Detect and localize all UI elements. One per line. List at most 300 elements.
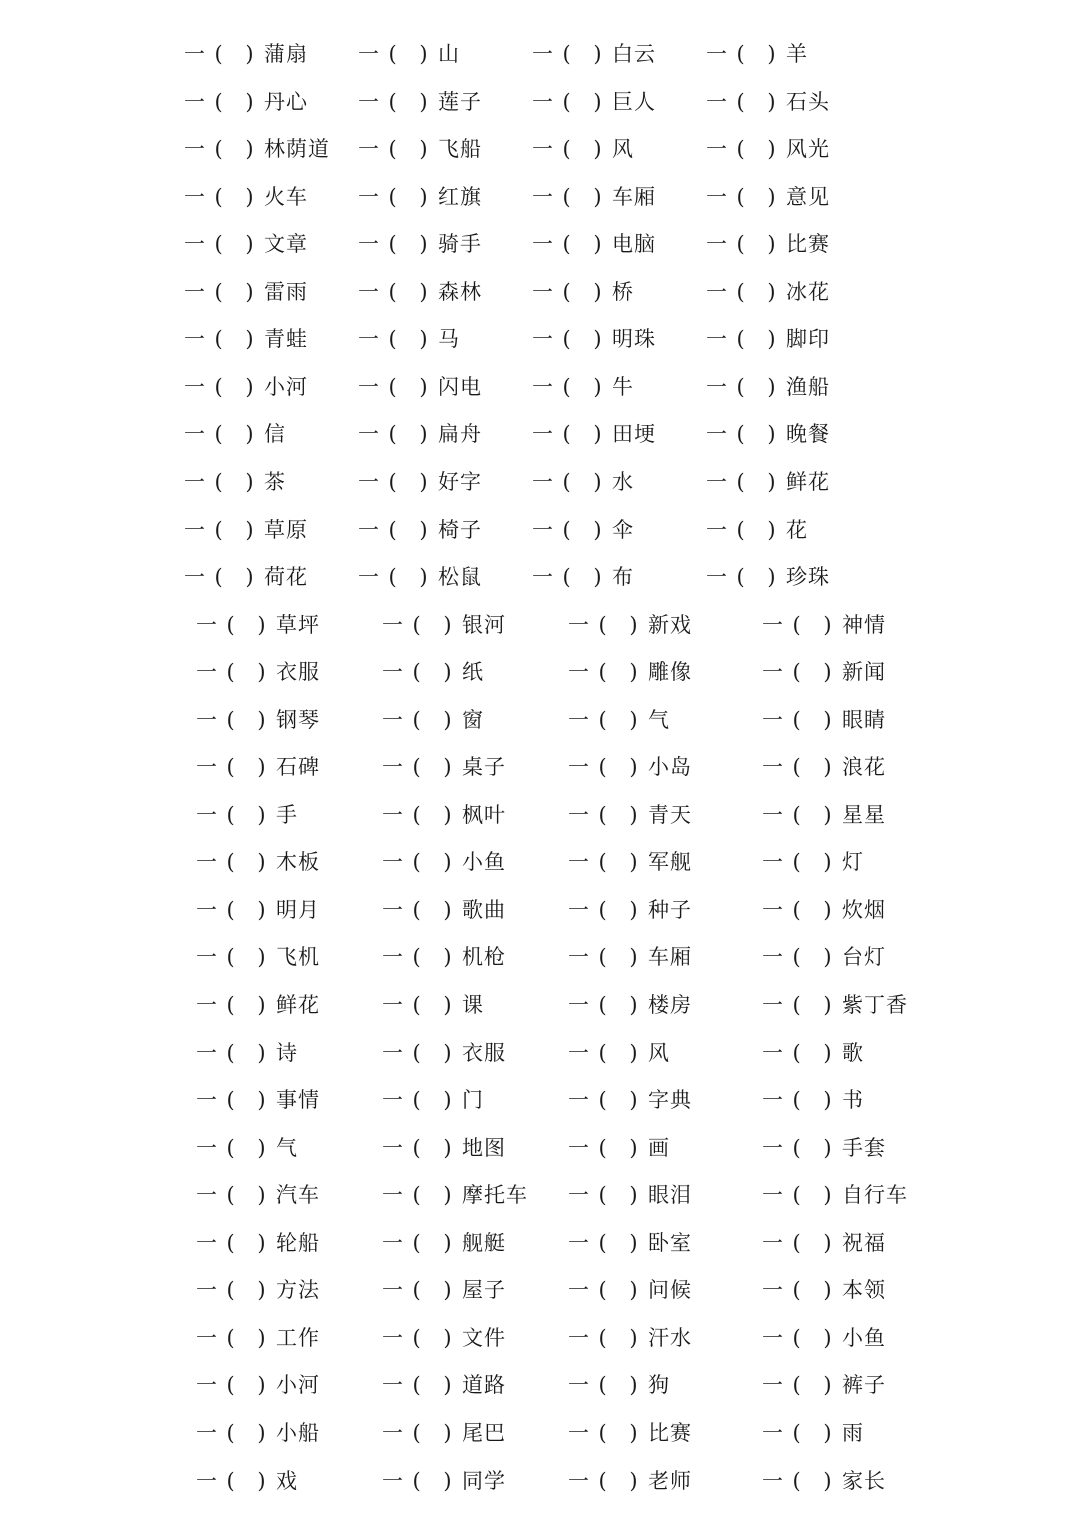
- answer-blank[interactable]: ( ): [214, 232, 262, 257]
- answer-blank[interactable]: ( ): [388, 565, 436, 590]
- noun-word: 石头: [786, 89, 830, 114]
- numeral-one: 一: [196, 1373, 218, 1398]
- answer-blank[interactable]: ( ): [736, 279, 784, 304]
- answer-blank[interactable]: ( ): [736, 565, 784, 590]
- measure-word-item: [196, 1128, 298, 1168]
- measure-word-item: [706, 462, 830, 502]
- answer-blank[interactable]: ( ): [412, 755, 460, 780]
- noun-word: 手套: [842, 1135, 886, 1160]
- measure-word-item: [382, 1080, 484, 1120]
- answer-blank[interactable]: ( ): [226, 755, 274, 780]
- measure-word-item: [762, 1365, 886, 1405]
- answer-blank[interactable]: ( ): [388, 42, 436, 66]
- answer-blank[interactable]: ( ): [226, 1135, 274, 1160]
- answer-blank[interactable]: ( ): [792, 1373, 840, 1398]
- answer-blank[interactable]: ( ): [792, 1040, 840, 1065]
- noun-word: 风: [648, 1040, 670, 1065]
- numeral-one: 一: [706, 232, 728, 257]
- noun-word: 歌: [842, 1040, 864, 1065]
- answer-blank[interactable]: ( ): [412, 850, 460, 875]
- noun-word: 本领: [842, 1278, 886, 1303]
- answer-blank[interactable]: ( ): [792, 1420, 840, 1445]
- numeral-one: 一: [358, 565, 380, 590]
- answer-blank[interactable]: ( ): [598, 945, 646, 970]
- answer-blank[interactable]: ( ): [214, 469, 262, 494]
- answer-blank[interactable]: ( ): [792, 850, 840, 875]
- answer-blank[interactable]: ( ): [792, 1088, 840, 1113]
- noun-word: 布: [612, 565, 634, 590]
- noun-word: 衣服: [276, 660, 320, 685]
- noun-word: 同学: [462, 1468, 506, 1493]
- answer-blank[interactable]: ( ): [388, 327, 436, 352]
- answer-blank[interactable]: ( ): [412, 1183, 460, 1208]
- exercise-row: [0, 937, 1080, 977]
- answer-blank[interactable]: ( ): [412, 802, 460, 827]
- answer-blank[interactable]: ( ): [412, 707, 460, 732]
- noun-word: 眼泪: [648, 1183, 692, 1208]
- measure-word-item: [184, 82, 308, 122]
- answer-blank[interactable]: ( ): [226, 1040, 274, 1065]
- noun-word: 字典: [648, 1088, 692, 1113]
- answer-blank[interactable]: ( ): [562, 184, 610, 209]
- measure-word-item: [762, 937, 886, 977]
- answer-blank[interactable]: ( ): [214, 565, 262, 590]
- noun-word: 雨: [842, 1420, 864, 1445]
- answer-blank[interactable]: ( ): [792, 993, 840, 1017]
- numeral-one: 一: [184, 327, 206, 352]
- answer-blank[interactable]: ( ): [388, 279, 436, 304]
- answer-blank[interactable]: ( ): [388, 469, 436, 494]
- numeral-one: 一: [382, 993, 404, 1017]
- answer-blank[interactable]: ( ): [598, 1468, 646, 1493]
- measure-word-item: [358, 367, 482, 407]
- answer-blank[interactable]: ( ): [412, 1468, 460, 1493]
- noun-word: 地图: [462, 1135, 506, 1160]
- numeral-one: 一: [762, 1040, 784, 1065]
- answer-blank[interactable]: ( ): [226, 1278, 274, 1303]
- answer-blank[interactable]: ( ): [792, 755, 840, 780]
- answer-blank[interactable]: ( ): [412, 1420, 460, 1445]
- answer-blank[interactable]: ( ): [736, 374, 784, 399]
- numeral-one: 一: [762, 707, 784, 732]
- measure-word-item: [568, 842, 692, 882]
- answer-blank[interactable]: ( ): [736, 232, 784, 257]
- exercise-row: [0, 1080, 1080, 1120]
- noun-word: 桌子: [462, 755, 506, 780]
- answer-blank[interactable]: ( ): [214, 184, 262, 209]
- measure-word-item: [568, 795, 692, 835]
- numeral-one: 一: [382, 660, 404, 685]
- numeral-one: 一: [706, 327, 728, 352]
- answer-blank[interactable]: ( ): [792, 945, 840, 970]
- answer-blank[interactable]: ( ): [226, 612, 274, 637]
- answer-blank[interactable]: ( ): [412, 897, 460, 922]
- noun-word: 汗水: [648, 1325, 692, 1350]
- numeral-one: 一: [706, 279, 728, 304]
- numeral-one: 一: [196, 1135, 218, 1160]
- noun-word: 渔船: [786, 374, 830, 399]
- measure-word-item: [184, 367, 308, 407]
- measure-word-item: [568, 652, 692, 692]
- numeral-one: 一: [382, 802, 404, 827]
- answer-blank[interactable]: ( ): [226, 660, 274, 685]
- answer-blank[interactable]: ( ): [562, 469, 610, 494]
- noun-word: 银河: [462, 612, 506, 637]
- answer-blank[interactable]: ( ): [412, 1278, 460, 1303]
- measure-word-item: [196, 795, 298, 835]
- answer-blank[interactable]: ( ): [388, 232, 436, 257]
- measure-word-item: [706, 510, 808, 550]
- answer-blank[interactable]: ( ): [214, 89, 262, 114]
- numeral-one: 一: [568, 993, 590, 1017]
- noun-word: 雷雨: [264, 279, 308, 304]
- numeral-one: 一: [762, 897, 784, 922]
- measure-word-item: [184, 414, 286, 454]
- measure-word-item: [706, 224, 830, 264]
- answer-blank[interactable]: ( ): [562, 42, 610, 66]
- noun-word: 桥: [612, 279, 634, 304]
- answer-blank[interactable]: ( ): [598, 1230, 646, 1255]
- answer-blank[interactable]: ( ): [214, 374, 262, 399]
- answer-blank[interactable]: ( ): [598, 612, 646, 637]
- measure-word-item: [532, 272, 634, 312]
- noun-word: 书: [842, 1088, 864, 1113]
- numeral-one: 一: [532, 327, 554, 352]
- answer-blank[interactable]: ( ): [214, 517, 262, 542]
- measure-word-item: [196, 937, 320, 977]
- answer-blank[interactable]: ( ): [792, 897, 840, 922]
- exercise-row: [0, 1223, 1080, 1263]
- noun-word: 车厢: [648, 945, 692, 970]
- answer-blank[interactable]: ( ): [736, 137, 784, 162]
- answer-blank[interactable]: ( ): [562, 279, 610, 304]
- measure-word-item: [184, 177, 308, 217]
- answer-blank[interactable]: ( ): [226, 1325, 274, 1350]
- numeral-one: 一: [184, 137, 206, 162]
- noun-word: 灯: [842, 850, 864, 875]
- answer-blank[interactable]: ( ): [226, 707, 274, 732]
- numeral-one: 一: [184, 89, 206, 114]
- noun-word: 台灯: [842, 945, 886, 970]
- measure-word-item: [568, 700, 670, 740]
- answer-blank[interactable]: ( ): [598, 660, 646, 685]
- answer-blank[interactable]: ( ): [226, 1420, 274, 1445]
- noun-word: 军舰: [648, 850, 692, 875]
- measure-word-item: [196, 605, 320, 645]
- numeral-one: 一: [382, 612, 404, 637]
- answer-blank[interactable]: ( ): [598, 850, 646, 875]
- answer-blank[interactable]: ( ): [598, 707, 646, 732]
- noun-word: 门: [462, 1088, 484, 1113]
- answer-blank[interactable]: ( ): [388, 89, 436, 114]
- measure-word-item: [358, 462, 482, 502]
- numeral-one: 一: [762, 1230, 784, 1255]
- answer-blank[interactable]: ( ): [792, 612, 840, 637]
- exercise-row: [0, 1033, 1080, 1073]
- numeral-one: 一: [568, 1040, 590, 1065]
- numeral-one: 一: [762, 945, 784, 970]
- measure-word-item: [358, 510, 482, 550]
- answer-blank[interactable]: ( ): [562, 565, 610, 590]
- noun-word: 诗: [276, 1040, 298, 1065]
- exercise-row: [0, 842, 1080, 882]
- numeral-one: 一: [358, 469, 380, 494]
- noun-word: 火车: [264, 184, 308, 209]
- exercise-row: [0, 557, 1080, 597]
- exercise-row: [0, 795, 1080, 835]
- noun-word: 轮船: [276, 1230, 320, 1255]
- measure-word-item: [706, 272, 830, 312]
- answer-blank[interactable]: ( ): [412, 612, 460, 637]
- noun-word: 自行车: [842, 1183, 908, 1208]
- answer-blank[interactable]: ( ): [562, 137, 610, 162]
- noun-word: 石碑: [276, 755, 320, 780]
- measure-word-item: [196, 1318, 320, 1358]
- answer-blank[interactable]: ( ): [792, 707, 840, 732]
- noun-word: 山: [438, 42, 460, 66]
- numeral-one: 一: [358, 137, 380, 162]
- answer-blank[interactable]: ( ): [412, 1230, 460, 1255]
- measure-word-item: [568, 937, 692, 977]
- numeral-one: 一: [358, 374, 380, 399]
- noun-word: 尾巴: [462, 1420, 506, 1445]
- measure-word-item: [196, 842, 320, 882]
- numeral-one: 一: [358, 422, 380, 447]
- answer-blank[interactable]: ( ): [598, 1278, 646, 1303]
- noun-word: 工作: [276, 1325, 320, 1350]
- measure-word-item: [358, 82, 482, 122]
- noun-word: 浪花: [842, 755, 886, 780]
- answer-blank[interactable]: ( ): [598, 897, 646, 922]
- measure-word-item: [532, 367, 634, 407]
- measure-word-item: [358, 319, 460, 359]
- measure-word-item: [762, 795, 886, 835]
- answer-blank[interactable]: ( ): [226, 1088, 274, 1113]
- measure-word-item: [568, 1080, 692, 1120]
- exercise-row: [0, 510, 1080, 550]
- answer-blank[interactable]: ( ): [792, 660, 840, 685]
- answer-blank[interactable]: ( ): [412, 1325, 460, 1350]
- answer-blank[interactable]: ( ): [214, 137, 262, 162]
- noun-word: 扁舟: [438, 422, 482, 447]
- answer-blank[interactable]: ( ): [412, 1135, 460, 1160]
- noun-word: 戏: [276, 1468, 298, 1493]
- answer-blank[interactable]: ( ): [388, 374, 436, 399]
- noun-word: 问候: [648, 1278, 692, 1303]
- numeral-one: 一: [382, 755, 404, 780]
- noun-word: 明珠: [612, 327, 656, 352]
- numeral-one: 一: [762, 993, 784, 1017]
- numeral-one: 一: [532, 469, 554, 494]
- numeral-one: 一: [184, 42, 206, 66]
- answer-blank[interactable]: ( ): [412, 1373, 460, 1398]
- numeral-one: 一: [184, 517, 206, 542]
- measure-word-item: [762, 1175, 908, 1215]
- answer-blank[interactable]: ( ): [598, 1088, 646, 1113]
- numeral-one: 一: [196, 1325, 218, 1350]
- numeral-one: 一: [358, 184, 380, 209]
- noun-word: 松鼠: [438, 565, 482, 590]
- answer-blank[interactable]: ( ): [736, 42, 784, 66]
- answer-blank[interactable]: ( ): [562, 517, 610, 542]
- numeral-one: 一: [568, 1183, 590, 1208]
- answer-blank[interactable]: ( ): [598, 755, 646, 780]
- answer-blank[interactable]: ( ): [792, 1468, 840, 1493]
- numeral-one: 一: [382, 1468, 404, 1493]
- exercise-row: [0, 1175, 1080, 1215]
- answer-blank[interactable]: ( ): [598, 1373, 646, 1398]
- numeral-one: 一: [196, 1040, 218, 1065]
- measure-word-item: [706, 367, 830, 407]
- answer-blank[interactable]: ( ): [598, 802, 646, 827]
- noun-word: 新闻: [842, 660, 886, 685]
- answer-blank[interactable]: ( ): [562, 374, 610, 399]
- answer-blank[interactable]: ( ): [792, 1278, 840, 1303]
- answer-blank[interactable]: ( ): [412, 1040, 460, 1065]
- numeral-one: 一: [382, 1373, 404, 1398]
- answer-blank[interactable]: ( ): [226, 1183, 274, 1208]
- noun-word: 水: [612, 469, 634, 494]
- measure-word-item: [762, 985, 908, 1025]
- numeral-one: 一: [762, 802, 784, 827]
- answer-blank[interactable]: ( ): [388, 422, 436, 447]
- noun-word: 比赛: [786, 232, 830, 257]
- answer-blank[interactable]: ( ): [736, 469, 784, 494]
- answer-blank[interactable]: ( ): [598, 1420, 646, 1445]
- numeral-one: 一: [568, 1278, 590, 1303]
- answer-blank[interactable]: ( ): [388, 137, 436, 162]
- noun-word: 文件: [462, 1325, 506, 1350]
- noun-word: 新戏: [648, 612, 692, 637]
- answer-blank[interactable]: ( ): [736, 422, 784, 447]
- noun-word: 眼睛: [842, 707, 886, 732]
- noun-word: 汽车: [276, 1183, 320, 1208]
- answer-blank[interactable]: ( ): [388, 184, 436, 209]
- measure-word-item: [382, 1413, 506, 1453]
- answer-blank[interactable]: ( ): [792, 1230, 840, 1255]
- numeral-one: 一: [196, 993, 218, 1017]
- numeral-one: 一: [568, 660, 590, 685]
- numeral-one: 一: [196, 850, 218, 875]
- answer-blank[interactable]: ( ): [598, 1325, 646, 1350]
- answer-blank[interactable]: ( ): [562, 422, 610, 447]
- exercise-row: [0, 652, 1080, 692]
- measure-word-item: [706, 177, 830, 217]
- answer-blank[interactable]: ( ): [736, 89, 784, 114]
- noun-word: 祝福: [842, 1230, 886, 1255]
- noun-word: 鲜花: [276, 993, 320, 1017]
- answer-blank[interactable]: ( ): [214, 279, 262, 304]
- answer-blank[interactable]: ( ): [226, 1230, 274, 1255]
- answer-blank[interactable]: ( ): [412, 1088, 460, 1113]
- exercise-row: [0, 414, 1080, 454]
- measure-word-item: [382, 605, 506, 645]
- noun-word: 冰花: [786, 279, 830, 304]
- measure-word-item: [358, 129, 482, 169]
- numeral-one: 一: [568, 612, 590, 637]
- answer-blank[interactable]: ( ): [792, 1325, 840, 1350]
- answer-blank[interactable]: ( ): [736, 517, 784, 542]
- answer-blank[interactable]: ( ): [214, 422, 262, 447]
- answer-blank[interactable]: ( ): [226, 993, 274, 1017]
- noun-word: 茶: [264, 469, 286, 494]
- answer-blank[interactable]: ( ): [412, 660, 460, 685]
- numeral-one: 一: [184, 374, 206, 399]
- numeral-one: 一: [706, 422, 728, 447]
- measure-word-item: [762, 747, 886, 787]
- numeral-one: 一: [358, 279, 380, 304]
- answer-blank[interactable]: ( ): [562, 327, 610, 352]
- numeral-one: 一: [706, 374, 728, 399]
- answer-blank[interactable]: ( ): [598, 993, 646, 1017]
- answer-blank[interactable]: ( ): [412, 945, 460, 970]
- numeral-one: 一: [382, 1183, 404, 1208]
- answer-blank[interactable]: ( ): [792, 1135, 840, 1160]
- noun-word: 纸: [462, 660, 484, 685]
- numeral-one: 一: [762, 1135, 784, 1160]
- answer-blank[interactable]: ( ): [562, 89, 610, 114]
- answer-blank[interactable]: ( ): [598, 1040, 646, 1065]
- answer-blank[interactable]: ( ): [214, 327, 262, 352]
- answer-blank[interactable]: ( ): [792, 1183, 840, 1208]
- numeral-one: 一: [532, 232, 554, 257]
- answer-blank[interactable]: ( ): [792, 802, 840, 827]
- numeral-one: 一: [532, 89, 554, 114]
- noun-word: 神情: [842, 612, 886, 637]
- noun-word: 红旗: [438, 184, 482, 209]
- numeral-one: 一: [196, 755, 218, 780]
- answer-blank[interactable]: ( ): [226, 1468, 274, 1493]
- measure-word-item: [762, 890, 886, 930]
- noun-word: 雕像: [648, 660, 692, 685]
- answer-blank[interactable]: ( ): [412, 993, 460, 1017]
- answer-blank[interactable]: ( ): [226, 1373, 274, 1398]
- answer-blank[interactable]: ( ): [562, 232, 610, 257]
- answer-blank[interactable]: ( ): [736, 327, 784, 352]
- noun-word: 信: [264, 422, 286, 447]
- noun-word: 小鱼: [842, 1325, 886, 1350]
- measure-word-item: [196, 652, 320, 692]
- numeral-one: 一: [532, 279, 554, 304]
- numeral-one: 一: [706, 184, 728, 209]
- answer-blank[interactable]: ( ): [226, 945, 274, 970]
- answer-blank[interactable]: ( ): [598, 1135, 646, 1160]
- noun-word: 摩托车: [462, 1183, 528, 1208]
- answer-blank[interactable]: ( ): [598, 1183, 646, 1208]
- numeral-one: 一: [568, 802, 590, 827]
- answer-blank[interactable]: ( ): [388, 517, 436, 542]
- noun-word: 田埂: [612, 422, 656, 447]
- measure-word-item: [706, 414, 830, 454]
- answer-blank[interactable]: ( ): [226, 802, 274, 827]
- noun-word: 小船: [276, 1420, 320, 1445]
- measure-word-item: [184, 557, 308, 597]
- measure-word-item: [382, 1223, 506, 1263]
- answer-blank[interactable]: ( ): [214, 42, 262, 66]
- answer-blank[interactable]: ( ): [226, 897, 274, 922]
- noun-word: 事情: [276, 1088, 320, 1113]
- measure-word-item: [196, 1223, 320, 1263]
- answer-blank[interactable]: ( ): [736, 184, 784, 209]
- noun-word: 脚印: [786, 327, 830, 352]
- measure-word-item: [358, 557, 482, 597]
- exercise-row: [0, 367, 1080, 407]
- measure-word-item: [184, 129, 330, 169]
- measure-word-item: [382, 842, 506, 882]
- measure-word-item: [568, 1175, 692, 1215]
- answer-blank[interactable]: ( ): [226, 850, 274, 875]
- measure-word-item: [532, 177, 656, 217]
